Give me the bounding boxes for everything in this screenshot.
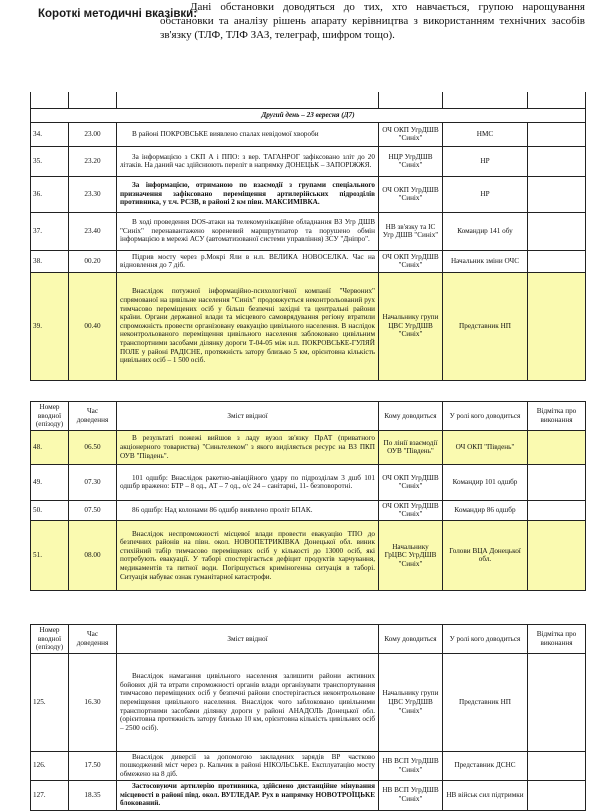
episode-role: НВ військ сил підтримки <box>443 780 528 810</box>
episode-completion-mark <box>528 146 586 176</box>
column-header: Кому доводиться <box>379 625 443 654</box>
episodes-table-2 <box>30 401 586 591</box>
table-row <box>31 122 586 146</box>
episode-content: В районі ПОКРОВСЬКЕ виявлено спалах невідомої хвороби <box>117 122 379 146</box>
episode-recipient: НВ ВСП УгрДШВ "Синіх" <box>379 751 443 780</box>
episode-role: Голови ВЦА Донецької обл. <box>443 520 528 590</box>
episode-content: Внаслідок намагання цивільного населення залишити райони активних бойових дій та втрати спроможності органів влади організувати транспортування тимчасово переміщених осіб у безпечні райони спостерігається неконтрольоване переміщення цивільного населення. Внаслідок чого заблоковано цивільними транспортними засобами ділянку дороги у районі АНАДОЛЬ Донецької обл. (орієнтовна протяжність затору близько 10 км, орієнтовна кількість цивільних осіб – 2500 осіб). <box>117 653 379 751</box>
table-row <box>31 250 586 272</box>
episode-content: Застосовуючи артилерію противника, здійснено дистанційне мінування місцевості в районі півд. окол. ВУГЛЕДАР. Рух в напрямку НОВОТРОЇЦЬКЕ блокований. <box>117 780 379 810</box>
column-header: Час доведення <box>69 625 117 654</box>
episode-number: 126. <box>31 751 69 780</box>
episode-recipient: ОЧ ОКП УгрДШВ "Синіх" <box>379 250 443 272</box>
day-heading-row <box>31 109 586 123</box>
table-row <box>31 520 586 590</box>
episode-role: НР <box>443 176 528 212</box>
episode-role: Командир 101 одшбр <box>443 464 528 500</box>
table-row <box>31 146 586 176</box>
episode-content: Підрив мосту через р.Мокрі Яли в н.п. ВЕЛИКА НОВОСЕЛКА. Час на відновлення до 7 діб. <box>117 250 379 272</box>
episodes-table-day2-body <box>31 122 586 380</box>
day-heading: Другий день – 23 вересня (Д7) <box>31 109 586 123</box>
episode-content: В ході проведення DOS-атаки на телекомунікаційне обладнання ВЗ Угр ДШВ "Синіх" перенавантажено кореневий маршрутизатор та порушено обмін інформацією в мережі АСУ (автоматизованої системи управління) ЗСУ "Дніпро". <box>117 212 379 250</box>
episode-content: 86 одшбр: Над колонами 86 одшбр виявлено проліт БПАК. <box>117 500 379 520</box>
column-header: У ролі кого доводиться <box>443 625 528 654</box>
episode-time: 18.35 <box>69 780 117 810</box>
episode-content: Внаслідок потужної інформаційно-психологічної компанії "Червоних" спрямованої на цивільне населення "Синіх" продовжується неконтрольований рух тимчасово переміщених осіб у більш безпечні західні та центральні райони країни. Органи державної влади та місцевого самоврядування регіону втратили спроможність провести організовану евакуацію цивільного населення. В наслідок неконтрольованого переміщення цивільного населення заблоковано цивільним транспортними засобами ділянку дороги Т-04-05 між н.п. ПОКРОВСЬКЕ-ГУЛЯЙ ПОЛЕ у районі РАДІСНЕ, протяжність затору близько 5 км, орієнтовна кількість цивільних осіб – 1 500 осіб. <box>117 272 379 380</box>
episodes-table-3-body <box>31 653 586 810</box>
column-header: Відмітка про виконання <box>528 625 586 654</box>
episode-recipient: Начальнику групи ЦВС УгрДШВ "Синіх" <box>379 653 443 751</box>
episode-number: 127. <box>31 780 69 810</box>
episode-recipient: НВ ВСП УгрДШВ "Синіх" <box>379 780 443 810</box>
episode-content: За інформацією з СКП А і ППО: з вер. ТАГАНРОГ зафіксовано зліт до 20 літаків. На даний час здійснюють переліт в напрямку ДОНЕЦЬК – ЗАПОРІЖЖЯ. <box>117 146 379 176</box>
episode-time: 00.20 <box>69 250 117 272</box>
table-row <box>31 212 586 250</box>
episode-completion-mark <box>528 500 586 520</box>
episode-role: НМС <box>443 122 528 146</box>
table-header-row <box>31 402 586 431</box>
table-row <box>31 751 586 780</box>
episode-time: 16.30 <box>69 653 117 751</box>
episode-time: 08.00 <box>69 520 117 590</box>
instructions-text: Дані обстановки доводяться до тих, хто навчається, групою нарощування обстановки та аналізу рішень апарату керівництва з використанням технічних засобів зв'язку (ТЛФ, ТЛФ ЗАЗ, телеграф, шифром тощо). <box>160 1 585 41</box>
episode-time: 23.20 <box>69 146 117 176</box>
episode-recipient: НВ зв'язку та ІС Угр ДШВ "Синіх" <box>379 212 443 250</box>
episode-role: Командир 141 обу <box>443 212 528 250</box>
column-header: Кому доводиться <box>379 402 443 431</box>
episode-role: Представник ДСНС <box>443 751 528 780</box>
column-header: Зміст ввідної <box>117 625 379 654</box>
episode-recipient: По лінії взаємодії ОУВ "Південь" <box>379 430 443 464</box>
episode-role: ОЧ ОКП "Південь" <box>443 430 528 464</box>
episode-recipient: Начальнику ГрЦВС УгрДШВ "Синіх" <box>379 520 443 590</box>
table-row <box>31 500 586 520</box>
episode-role: Представник НП <box>443 272 528 380</box>
table-row <box>31 176 586 212</box>
episode-number: 125. <box>31 653 69 751</box>
episode-time: 17.50 <box>69 751 117 780</box>
episode-completion-mark <box>528 520 586 590</box>
episode-completion-mark <box>528 122 586 146</box>
episode-completion-mark <box>528 751 586 780</box>
table-header-row <box>31 625 586 654</box>
episode-number: 51. <box>31 520 69 590</box>
episode-number: 48. <box>31 430 69 464</box>
table-row <box>31 780 586 810</box>
instructions-header <box>0 0 591 62</box>
episode-recipient: НЦР УгрДШВ "Синіх" <box>379 146 443 176</box>
episode-time: 07.50 <box>69 500 117 520</box>
table-top-blank-row <box>31 92 586 109</box>
episode-recipient: Начальнику групи ЦВС УгрДШВ "Синіх" <box>379 272 443 380</box>
table-row <box>31 464 586 500</box>
table-row <box>31 653 586 751</box>
instructions-label: Короткі методичні вказівки: <box>38 8 198 20</box>
episode-completion-mark <box>528 250 586 272</box>
episode-content: Внаслідок диверсії за допомогою закладених зарядів ВР частково пошкоджений міст через р. Кальчик в районі НІКОЛЬСЬКЕ. Експлуатацію мосту обмежено на 8 діб. <box>117 751 379 780</box>
episode-time: 06.50 <box>69 430 117 464</box>
episode-number: 39. <box>31 272 69 380</box>
episode-recipient: ОЧ ОКП УгрДШВ "Синіх" <box>379 176 443 212</box>
episode-number: 35. <box>31 146 69 176</box>
episode-completion-mark <box>528 780 586 810</box>
episode-recipient: ОЧ ОКП УгрДШВ "Синіх" <box>379 464 443 500</box>
column-header: Зміст ввідної <box>117 402 379 431</box>
column-header: Час доведення <box>69 402 117 431</box>
episodes-table-3 <box>30 624 586 811</box>
column-header: Відмітка про виконання <box>528 402 586 431</box>
episode-number: 37. <box>31 212 69 250</box>
column-header: Номер вводної (епізоду) <box>31 402 69 431</box>
episodes-table-2-body <box>31 430 586 590</box>
episode-time: 07.30 <box>69 464 117 500</box>
episode-content: В результаті пожежі вийшов з ладу вузол зв'язку ПрАТ (приватного акціонерного товариства) "Синьтелеком" з якого виділяється ресурс на ВЗ ПКП ОУВ "Південь". <box>117 430 379 464</box>
episode-completion-mark <box>528 212 586 250</box>
episode-content: За інформацією, отриманою по взаємодії з групами спеціального призначення зафіксовано переміщення артилерійських підрозділів противника, у т.ч. РСЗВ, в районі 2 км півн. МАКСИМІВКА. <box>117 176 379 212</box>
episode-time: 00.40 <box>69 272 117 380</box>
episode-number: 38. <box>31 250 69 272</box>
episode-time: 23.40 <box>69 212 117 250</box>
episode-completion-mark <box>528 653 586 751</box>
episode-content: Внаслідок неспроможності місцевої влади провести евакуацію ТПО до безпечних районів на півн. окол. НОВОПЕТРИКІВКА Донецької обл. виник стихійний табір тимчасово переміщених осіб у кількості до 13000 осіб, які потребують евакуації. У таборі спостерігається дефіцит продуктів харчування, медикаментів та питної води. Погіршується криміногенна ситуація в таборі. Ситуація набуває ознак гуманітарної катастрофи. <box>117 520 379 590</box>
episode-completion-mark <box>528 430 586 464</box>
episode-number: 50. <box>31 500 69 520</box>
column-header: У ролі кого доводиться <box>443 402 528 431</box>
table-row <box>31 272 586 380</box>
episode-number: 49. <box>31 464 69 500</box>
episode-number: 34. <box>31 122 69 146</box>
episode-number: 36. <box>31 176 69 212</box>
column-header: Номер вводної (епізоду) <box>31 625 69 654</box>
episode-time: 23.30 <box>69 176 117 212</box>
episode-role: Командир 86 одшбр <box>443 500 528 520</box>
episode-completion-mark <box>528 272 586 380</box>
episode-recipient: ОЧ ОКП УгрДШВ "Синіх" <box>379 122 443 146</box>
table-row <box>31 430 586 464</box>
episode-completion-mark <box>528 464 586 500</box>
episode-completion-mark <box>528 176 586 212</box>
episode-content: 101 одшбр: Внаслідок ракетно-авіаційного удару по підрозділам 3 дшб 101 одшбр вражено: БТР – 8 од., АТ – 7 од., о/с 24 – санітарні, 11- безповоротні. <box>117 464 379 500</box>
episode-role: Начальник зміни ОЧС <box>443 250 528 272</box>
episode-role: Представник НП <box>443 653 528 751</box>
episode-recipient: ОЧ ОКП УгрДШВ "Синіх" <box>379 500 443 520</box>
episodes-table-day2 <box>30 92 586 381</box>
episode-time: 23.00 <box>69 122 117 146</box>
episode-role: НР <box>443 146 528 176</box>
